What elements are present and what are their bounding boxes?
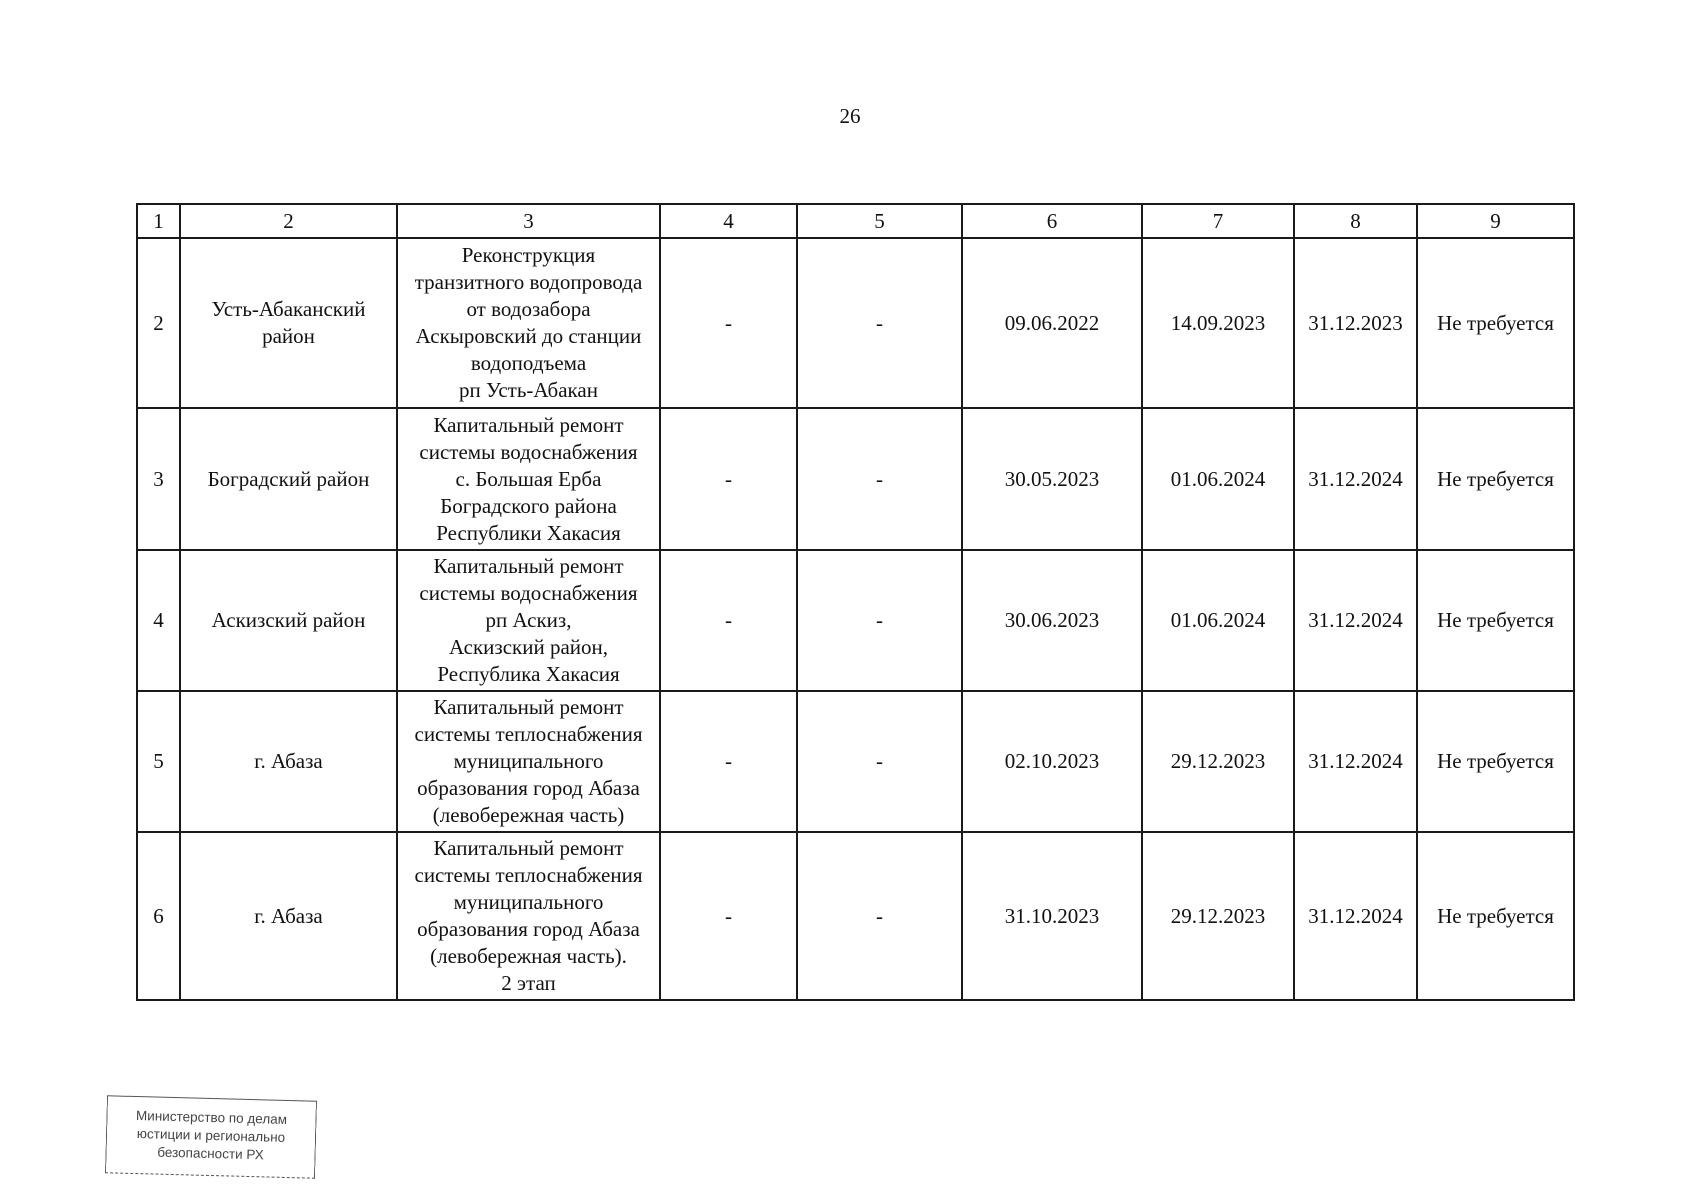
status-cell: Не требуется	[1417, 550, 1574, 691]
table-cell: -	[660, 238, 797, 408]
date-cell: 01.06.2024	[1142, 408, 1294, 550]
date-cell: 29.12.2023	[1142, 832, 1294, 1000]
table-row	[137, 550, 1574, 691]
table-cell: -	[797, 238, 962, 408]
date-cell: 09.06.2022	[962, 238, 1142, 408]
row-number-cell: 3	[137, 408, 180, 550]
header-cell: 8	[1294, 204, 1417, 238]
page-number: 26	[839, 104, 861, 128]
project-description-cell: Капитальный ремонт системы водоснабжения с. Большая Ерба Боградского района Республики Хакасия	[397, 408, 660, 550]
date-cell: 31.12.2024	[1294, 550, 1417, 691]
table-cell: -	[797, 550, 962, 691]
project-description-cell: Капитальный ремонт системы водоснабжения рп Аскиз, Аскизский район, Республика Хакасия	[397, 550, 660, 691]
date-cell: 30.06.2023	[962, 550, 1142, 691]
table-cell: -	[660, 691, 797, 832]
date-cell: 30.05.2023	[962, 408, 1142, 550]
project-description-cell: Капитальный ремонт системы теплоснабжения муниципального образования город Абаза (левобережная часть)	[397, 691, 660, 832]
status-cell: Не требуется	[1417, 832, 1574, 1000]
table-row	[137, 238, 1574, 408]
date-cell: 31.12.2024	[1294, 408, 1417, 550]
table-cell: -	[797, 832, 962, 1000]
header-cell: 2	[180, 204, 397, 238]
date-cell: 31.12.2023	[1294, 238, 1417, 408]
table-cell: -	[797, 408, 962, 550]
ministry-stamp	[105, 1095, 317, 1178]
table-cell: -	[660, 550, 797, 691]
table-row	[137, 691, 1574, 832]
date-cell: 31.12.2024	[1294, 691, 1417, 832]
status-cell: Не требуется	[1417, 408, 1574, 550]
date-cell: 31.10.2023	[962, 832, 1142, 1000]
header-cell: 6	[962, 204, 1142, 238]
project-description-cell: Реконструкция транзитного водопровода от водозабора Аскыровский до станции водоподъема рп Усть-Абакан	[397, 238, 660, 408]
stamp-line: Министерство по делам	[135, 1108, 288, 1127]
district-cell: Усть-Абаканский район	[180, 238, 397, 408]
data-table	[136, 203, 1575, 1001]
status-cell: Не требуется	[1417, 691, 1574, 832]
date-cell: 29.12.2023	[1142, 691, 1294, 832]
header-cell: 5	[797, 204, 962, 238]
row-number-cell: 4	[137, 550, 180, 691]
date-cell: 01.06.2024	[1142, 550, 1294, 691]
table-row	[137, 408, 1574, 550]
date-cell: 31.12.2024	[1294, 832, 1417, 1000]
district-cell: г. Абаза	[180, 691, 397, 832]
district-cell: Аскизский район	[180, 550, 397, 691]
table-cell: -	[660, 408, 797, 550]
header-cell: 9	[1417, 204, 1574, 238]
table-header-row	[137, 204, 1574, 238]
table-cell: -	[797, 691, 962, 832]
header-cell: 4	[660, 204, 797, 238]
row-number-cell: 2	[137, 238, 180, 408]
status-cell: Не требуется	[1417, 238, 1574, 408]
date-cell: 02.10.2023	[962, 691, 1142, 832]
stamp-line: безопасности РХ	[157, 1144, 264, 1163]
header-cell: 1	[137, 204, 180, 238]
date-cell: 14.09.2023	[1142, 238, 1294, 408]
header-cell: 7	[1142, 204, 1294, 238]
table-row	[137, 832, 1574, 1000]
row-number-cell: 6	[137, 832, 180, 1000]
district-cell: Боградский район	[180, 408, 397, 550]
row-number-cell: 5	[137, 691, 180, 832]
table-cell: -	[660, 832, 797, 1000]
header-cell: 3	[397, 204, 660, 238]
stamp-line: юстиции и регионально	[136, 1126, 286, 1145]
project-description-cell: Капитальный ремонт системы теплоснабжения муниципального образования город Абаза (левобережная часть). 2 этап	[397, 832, 660, 1000]
district-cell: г. Абаза	[180, 832, 397, 1000]
